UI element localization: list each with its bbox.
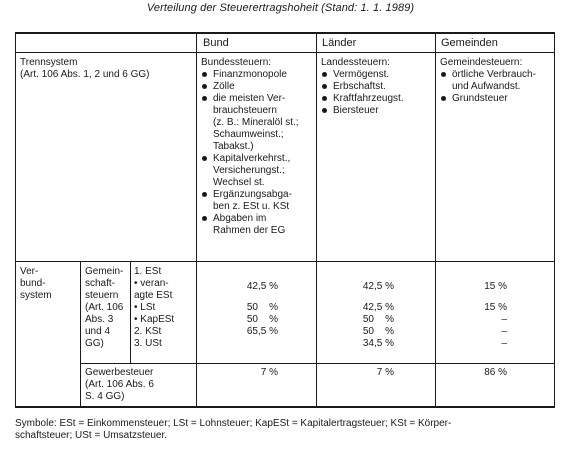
- bundessteuer-item: die meisten Ver- brauchsteuern (z. B.: Mineralöl st.; Schaumweinst.; Tabakst.): [201, 93, 299, 153]
- gemeinschaftsteuern-label: Gemein- schaft- steuern (Art. 106 Abs. 3 und 4 GG): [85, 266, 124, 349]
- landessteuer-item: Erbschaftst.: [321, 81, 404, 93]
- bullet-icon: [322, 108, 327, 113]
- tax-row-label: • KapESt: [134, 314, 175, 325]
- bullet-icon: [322, 96, 327, 101]
- bullet-icon: [202, 192, 207, 197]
- bundessteuer-item: Kapitalverkehrst., Versicherungst.; Wechsel st.: [201, 153, 299, 189]
- share-laender: 42,5 %: [362, 281, 394, 292]
- gemeindesteuern-title: Gemeindesteuern:: [440, 57, 523, 68]
- bundessteuer-item: Abgaben im Rahmen der EG: [201, 213, 299, 237]
- share-bund: 50 %: [246, 302, 278, 313]
- share-bund: 65,5 %: [246, 326, 278, 337]
- tax-row-label: • veran- agte ESt: [134, 278, 173, 301]
- share-gemeinden: –: [501, 338, 507, 349]
- share-gemeinden: –: [501, 326, 507, 337]
- bullet-icon: [441, 72, 446, 77]
- verbundsystem-label: Ver- bund- system: [20, 266, 52, 301]
- bundessteuer-item: Zölle: [201, 81, 299, 93]
- tax-row-label: 1. ESt: [134, 266, 162, 277]
- gemeindesteuern-list: [440, 69, 536, 105]
- share-laender: 50 %: [362, 314, 394, 325]
- landessteuer-item: Biersteuer: [321, 105, 404, 117]
- tax-row-label: 3. USt: [134, 338, 162, 349]
- share-laender: 50 %: [362, 326, 394, 337]
- gewerbesteuer-label: Gewerbesteuer (Art. 106 Abs. 6 S. 4 GG): [85, 367, 154, 402]
- column-header-bund: Bund: [203, 37, 229, 49]
- trennsystem-label: Trennsystem: [20, 57, 78, 68]
- share-bund: 50 %: [246, 314, 278, 325]
- tax-row-label: • LSt: [134, 302, 156, 313]
- bullet-icon: [441, 96, 446, 101]
- column-header-laender: Länder: [322, 37, 357, 49]
- share-bund: 42,5 %: [246, 281, 278, 292]
- symbol-legend: Symbole: ESt = Einkommensteuer; LSt = Lohnsteuer; KapESt = Kapitalertragsteuer; KSt = Körper- schaftsteuer; USt = Umsatzsteuer.: [15, 418, 452, 441]
- bullet-icon: [202, 84, 207, 89]
- share-gemeinden: –: [501, 314, 507, 325]
- gewerbe-laender: 7 %: [376, 367, 394, 378]
- bundessteuer-item: Finanzmonopole: [201, 69, 299, 81]
- gemeindesteuer-item: örtliche Verbrauch- und Aufwandst.: [440, 69, 536, 93]
- share-gemeinden: 15 %: [484, 302, 507, 313]
- gemeindesteuer-item: Grundsteuer: [440, 93, 536, 105]
- landessteuern-title: Landessteuern:: [321, 57, 390, 68]
- bullet-icon: [322, 72, 327, 77]
- bundessteuer-item: Ergänzungsabga- ben z. ESt u. KSt: [201, 189, 299, 213]
- bullet-icon: [202, 96, 207, 101]
- tax-row-label: 2. KSt: [134, 326, 162, 337]
- column-header-gemeinden: Gemeinden: [441, 37, 498, 49]
- landessteuer-item: Vermögenst.: [321, 69, 404, 81]
- bullet-icon: [202, 216, 207, 221]
- share-laender: 34,5 %: [362, 338, 394, 349]
- landessteuer-item: Kraftfahrzeugst.: [321, 93, 404, 105]
- bullet-icon: [202, 156, 207, 161]
- bundessteuern-title: Bundessteuern:: [201, 57, 272, 68]
- trennsystem-article: (Art. 106 Abs. 1, 2 und 6 GG): [20, 69, 150, 80]
- bullet-icon: [202, 72, 207, 77]
- gewerbe-bund: 7 %: [260, 367, 278, 378]
- share-laender: 42,5 %: [362, 302, 394, 313]
- gewerbe-gemeinden: 86 %: [484, 367, 507, 378]
- table-caption: Verteilung der Steuerertragshoheit (Stand: 1. 1. 1989): [146, 2, 415, 14]
- bundessteuern-list: [201, 69, 299, 237]
- landessteuern-list: [321, 69, 404, 117]
- share-gemeinden: 15 %: [484, 281, 507, 292]
- bullet-icon: [322, 84, 327, 89]
